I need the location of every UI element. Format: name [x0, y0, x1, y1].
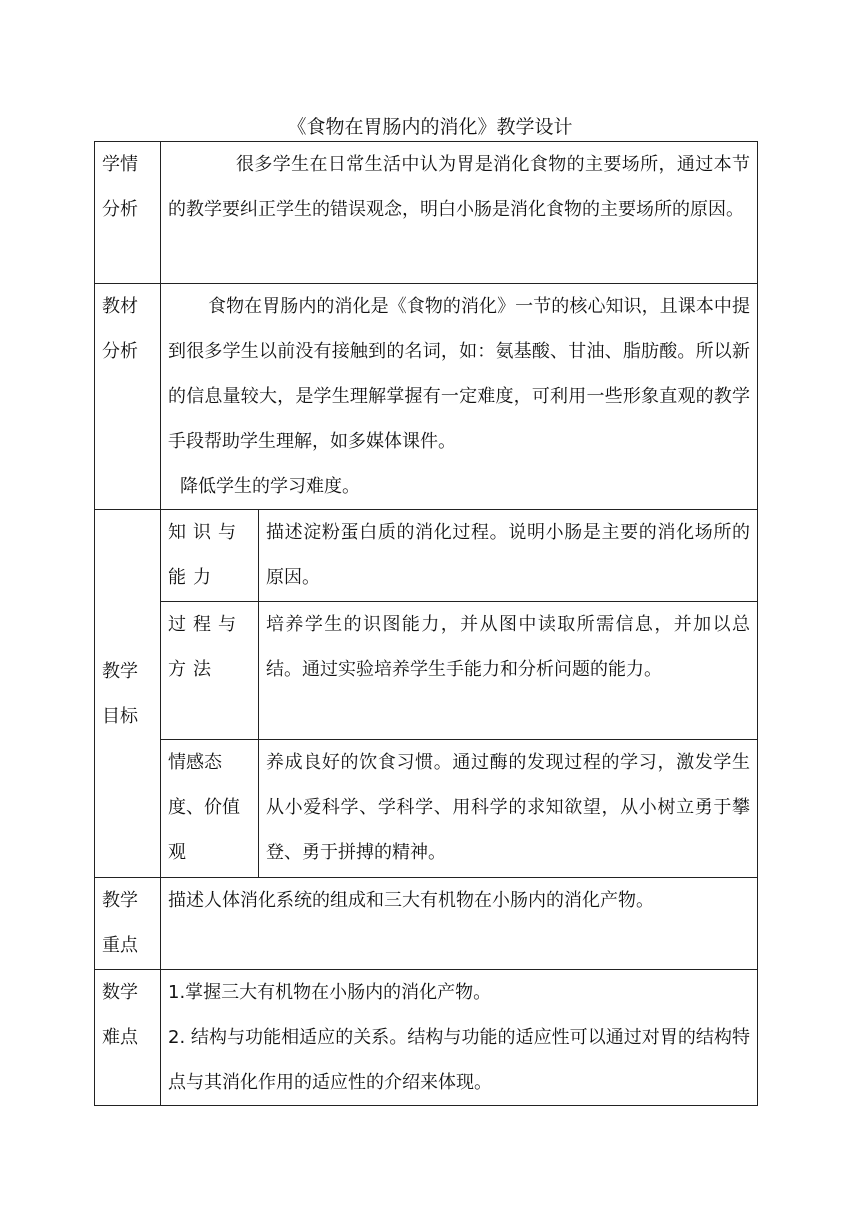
- difficulty-line1: 1.掌握三大有机物在小肠内的消化产物。: [168, 982, 492, 1003]
- row-difficulty: [95, 970, 758, 1106]
- row-goal-knowledge: [95, 510, 758, 602]
- goal-emotion-text: 养成良好的饮食习惯。通过酶的发现过程的学习，激发学生从小爱科学、学科学、用科学的求知欲望，从小树立勇于攀登、勇于拼搏的精神。: [259, 740, 758, 878]
- goal-process-text: 培养学生的识图能力，并从图中读取所需信息，并加以总结。通过实验培养学生手能力和分析问题的能力。: [259, 602, 758, 740]
- goal-process-label: 过程与方法: [161, 602, 259, 740]
- goal-emotion-label: 情感态度、价值观: [161, 740, 259, 878]
- row-goal-process: [95, 602, 758, 740]
- textbook-analysis-para2: 降低学生的学习难度。: [180, 476, 360, 497]
- difficulty-line2: 2. 结构与功能相适应的关系。结构与功能的适应性可以通过对胃的结构特点与其消化作用的适应性的介绍来体现。: [168, 1027, 750, 1093]
- textbook-analysis-para1: 食物在胃肠内的消化是《食物的消化》一节的核心知识，且课本中提到很多学生以前没有接触到的名词，如：氨基酸、甘油、脂肪酸。所以新的信息量较大，是学生理解掌握有一定难度，可利用一些形象直观的教学手段帮助学生理解，如多媒体课件。: [168, 296, 750, 452]
- document-title: 《食物在胃肠内的消化》教学设计: [287, 116, 573, 138]
- goal-knowledge-text: 描述淀粉蛋白质的消化过程。说明小肠是主要的消化场所的原因。: [259, 510, 758, 602]
- row-textbook-analysis: [95, 284, 758, 510]
- label-teaching-goals: 教学目标: [95, 510, 161, 878]
- label-textbook-analysis: 教材分析: [95, 284, 161, 510]
- student-analysis-text: 很多学生在日常生活中认为胃是消化食物的主要场所，通过本节的教学要纠正学生的错误观念，明白小肠是消化食物的主要场所的原因。: [168, 154, 750, 220]
- row-key-point: [95, 878, 758, 970]
- row-goal-emotion: [95, 740, 758, 878]
- key-point-text: 描述人体消化系统的组成和三大有机物在小肠内的消化产物。: [161, 878, 758, 970]
- label-student-analysis: 学情分析: [95, 142, 161, 284]
- goal-knowledge-label: 知识与能力: [161, 510, 259, 602]
- label-key-point: 教学重点: [95, 878, 161, 970]
- lesson-plan-table: [94, 141, 758, 1106]
- row-student-analysis: [95, 142, 758, 284]
- label-difficulty: 数学难点: [95, 970, 161, 1106]
